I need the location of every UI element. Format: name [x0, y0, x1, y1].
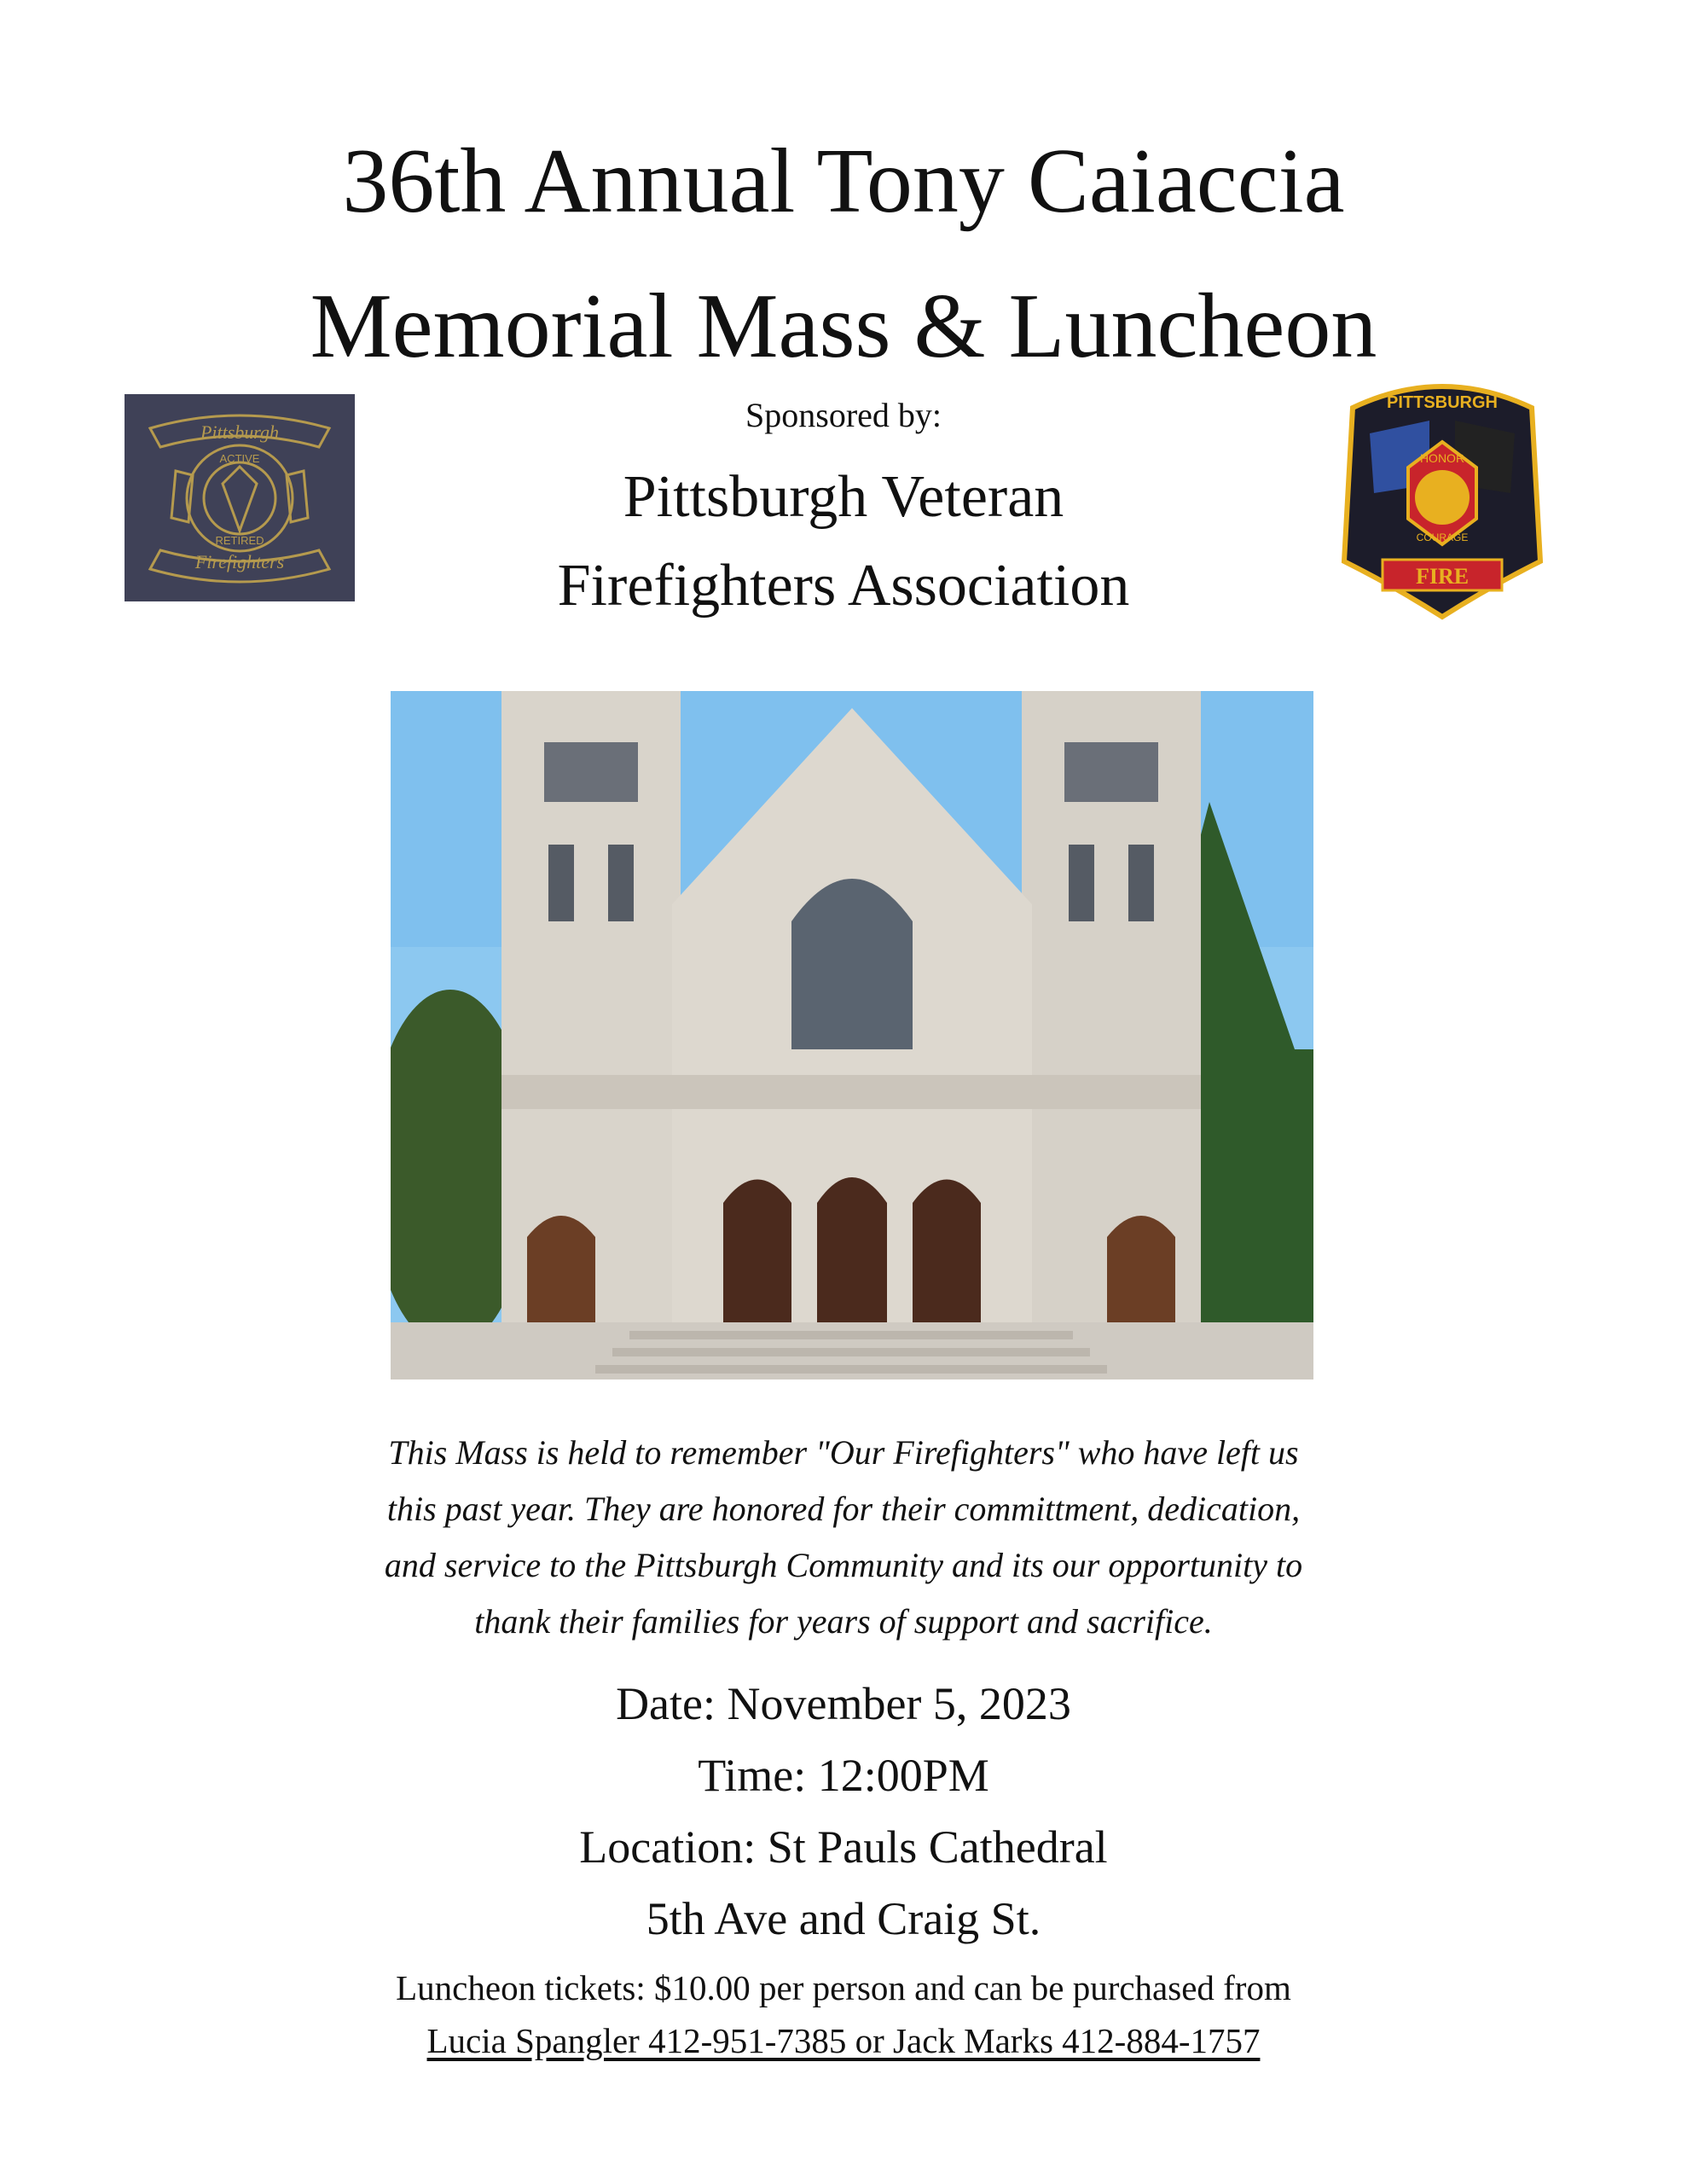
left-logo-text-bottom: Firefighters — [194, 551, 285, 572]
event-time: Time: 12:00PM — [698, 1750, 989, 1801]
ticket-contacts-text: Lucia Spangler 412-951-7385 or Jack Marks 412-884-1757 — [426, 2021, 1261, 2060]
patch-text-top: PITTSBURGH — [1387, 393, 1498, 412]
event-date: Date: November 5, 2023 — [616, 1678, 1071, 1729]
ticket-contacts — [0, 2017, 1687, 2065]
patch-text-courage: COURAGE — [1416, 531, 1469, 543]
flyer-title-line-2: Memorial Mass & Luncheon — [310, 276, 1377, 377]
luncheon-tickets-info: Luncheon tickets: $10.00 per person and can be purchased from — [396, 1968, 1291, 2007]
description-line-1: This Mass is held to remember "Our Firefighters" who have left us — [388, 1433, 1299, 1472]
description-line-4: thank their families for years of support and sacrifice. — [474, 1602, 1213, 1641]
left-logo-text-top: Pittsburgh — [200, 421, 280, 443]
pittsburgh-fire-patch — [1336, 374, 1549, 621]
sponsored-by-label: Sponsored by: — [745, 396, 942, 434]
patch-text-fire: FIRE — [1415, 564, 1470, 589]
event-address: 5th Ave and Craig St. — [646, 1893, 1041, 1944]
description-line-3: and service to the Pittsburgh Community and its our opportunity to — [384, 1546, 1303, 1584]
sponsor-org-line-2: Firefighters Association — [557, 553, 1130, 619]
left-logo-ring-top: ACTIVE — [219, 452, 260, 465]
description-line-2: this past year. They are honored for their committment, dedication, — [386, 1490, 1301, 1528]
sponsor-org-line-1: Pittsburgh Veteran — [623, 464, 1064, 530]
flyer-title-line-1: 36th Annual Tony Caiaccia — [342, 131, 1345, 232]
event-location: Location: St Pauls Cathedral — [579, 1821, 1108, 1873]
left-logo-ring-bottom: RETIRED — [215, 534, 264, 547]
patch-text-honor: HONOR — [1419, 451, 1465, 465]
cathedral-photo — [391, 691, 1313, 1380]
